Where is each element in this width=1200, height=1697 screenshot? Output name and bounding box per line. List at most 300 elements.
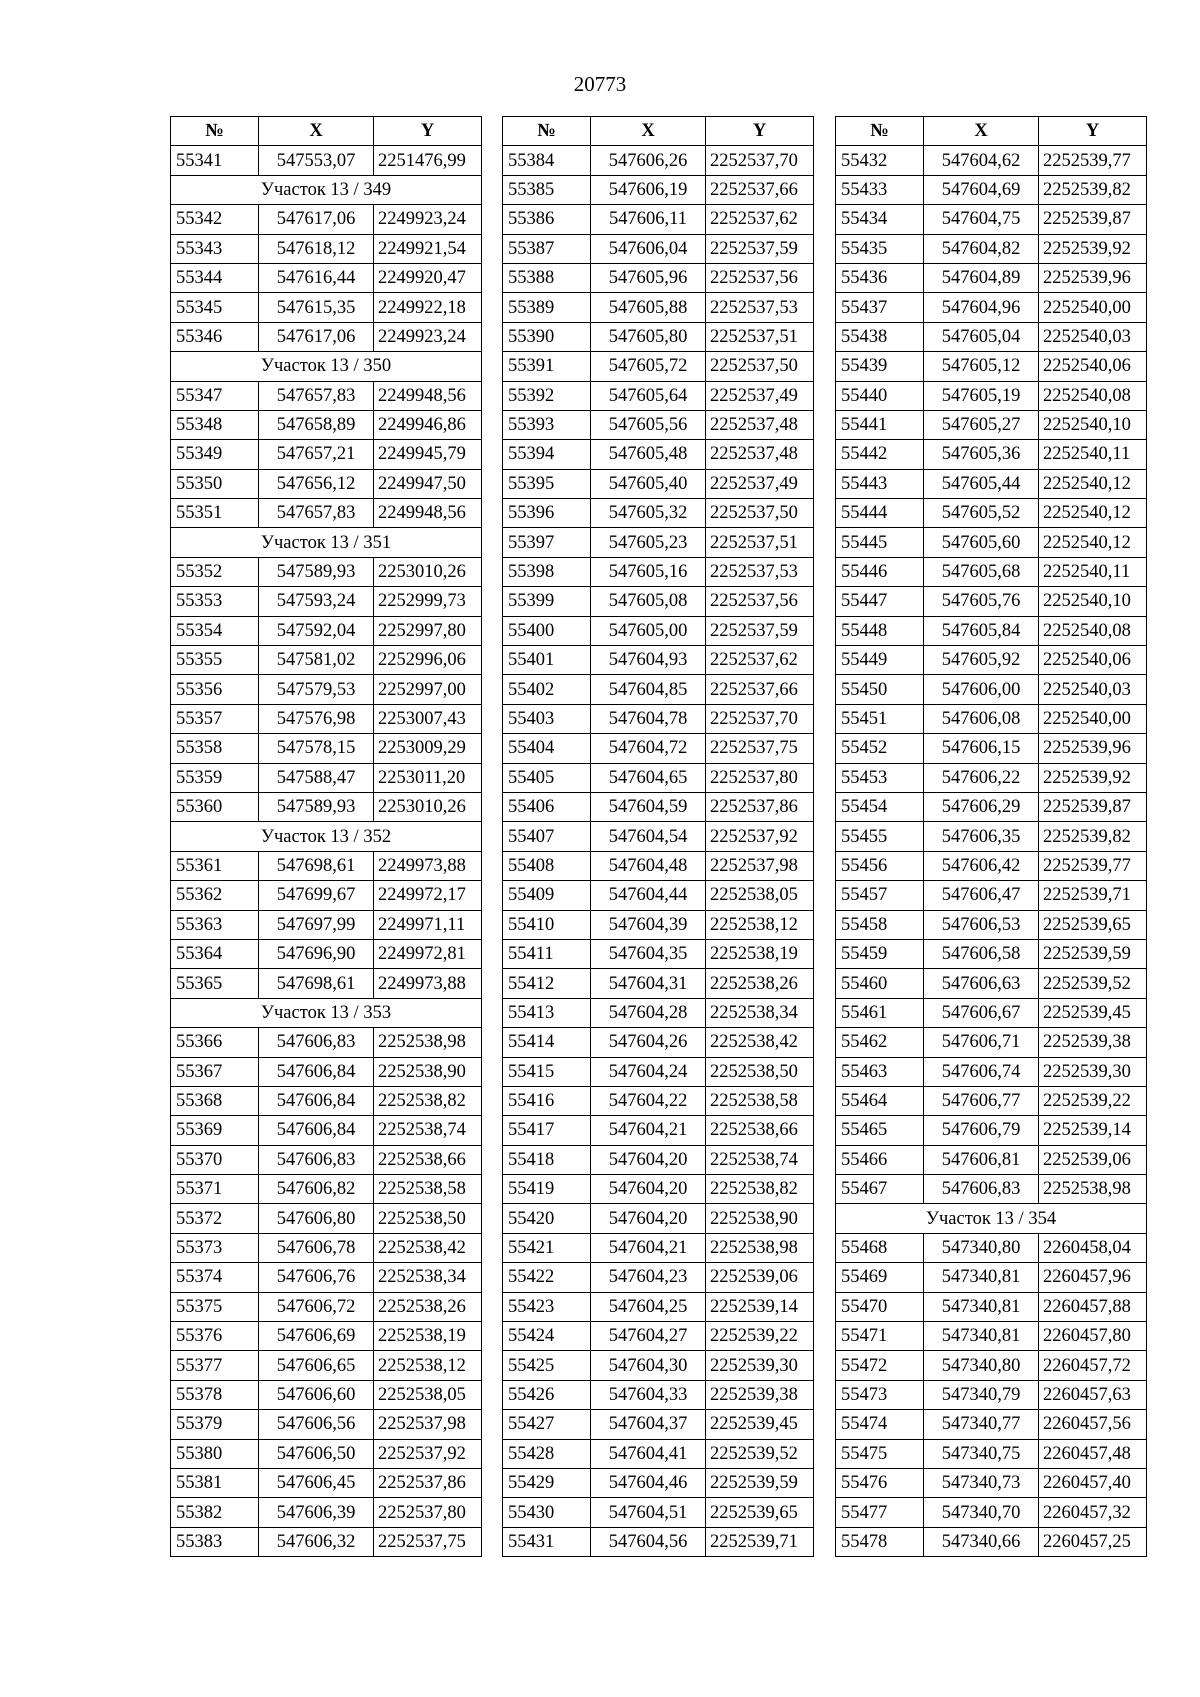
column-header-y: Y (1039, 117, 1147, 146)
table-row (836, 557, 1147, 586)
y-coordinate-cell: 2252537,98 (374, 1410, 482, 1439)
table-row (836, 1292, 1147, 1321)
x-coordinate-cell: 547606,42 (924, 851, 1039, 880)
x-coordinate-cell: 547606,84 (259, 1116, 374, 1145)
x-coordinate-cell: 547604,69 (924, 175, 1039, 204)
x-coordinate-cell: 547606,83 (259, 1145, 374, 1174)
table-row (171, 1175, 482, 1204)
x-coordinate-cell: 547604,21 (591, 1233, 706, 1262)
table-row (836, 352, 1147, 381)
x-coordinate-cell: 547606,60 (259, 1380, 374, 1409)
x-coordinate-cell: 547658,89 (259, 410, 374, 439)
point-number-cell: 55341 (171, 146, 259, 175)
point-number-cell: 55345 (171, 293, 259, 322)
point-number-cell: 55435 (836, 234, 924, 263)
table-row (836, 1233, 1147, 1262)
column-header-number: № (836, 117, 924, 146)
point-number-cell: 55368 (171, 1086, 259, 1115)
y-coordinate-cell: 2252539,96 (1039, 734, 1147, 763)
y-coordinate-cell: 2252537,80 (374, 1498, 482, 1527)
column-header-number: № (171, 117, 259, 146)
point-number-cell: 55474 (836, 1410, 924, 1439)
point-number-cell: 55397 (503, 528, 591, 557)
y-coordinate-cell: 2260457,25 (1039, 1527, 1147, 1556)
point-number-cell: 55430 (503, 1498, 591, 1527)
y-coordinate-cell: 2252539,22 (706, 1322, 814, 1351)
table-row (836, 792, 1147, 821)
point-number-cell: 55471 (836, 1322, 924, 1351)
x-coordinate-cell: 547605,04 (924, 322, 1039, 351)
x-coordinate-cell: 547340,80 (924, 1233, 1039, 1262)
x-coordinate-cell: 547340,81 (924, 1263, 1039, 1292)
table-row (171, 263, 482, 292)
point-number-cell: 55476 (836, 1468, 924, 1497)
y-coordinate-cell: 2252537,62 (706, 205, 814, 234)
x-coordinate-cell: 547606,15 (924, 734, 1039, 763)
table-row (836, 234, 1147, 263)
point-number-cell: 55347 (171, 381, 259, 410)
table-row (171, 910, 482, 939)
table-row (836, 146, 1147, 175)
y-coordinate-cell: 2252537,70 (706, 146, 814, 175)
table-row (171, 851, 482, 880)
x-coordinate-cell: 547605,44 (924, 469, 1039, 498)
table-row (503, 146, 814, 175)
x-coordinate-cell: 547606,22 (924, 763, 1039, 792)
x-coordinate-cell: 547606,29 (924, 792, 1039, 821)
y-coordinate-cell: 2249921,54 (374, 234, 482, 263)
point-number-cell: 55379 (171, 1410, 259, 1439)
table-row (503, 939, 814, 968)
column-header-x: X (259, 117, 374, 146)
y-coordinate-cell: 2252540,06 (1039, 646, 1147, 675)
table-header-row (503, 117, 814, 146)
point-number-cell: 55389 (503, 293, 591, 322)
y-coordinate-cell: 2252537,80 (706, 763, 814, 792)
point-number-cell: 55424 (503, 1322, 591, 1351)
y-coordinate-cell: 2252539,52 (706, 1439, 814, 1468)
y-coordinate-cell: 2260457,32 (1039, 1498, 1147, 1527)
point-number-cell: 55442 (836, 440, 924, 469)
point-number-cell: 55383 (171, 1527, 259, 1556)
point-number-cell: 55375 (171, 1292, 259, 1321)
table-row (503, 1233, 814, 1262)
x-coordinate-cell: 547605,92 (924, 646, 1039, 675)
point-number-cell: 55453 (836, 763, 924, 792)
table-row (836, 704, 1147, 733)
point-number-cell: 55426 (503, 1380, 591, 1409)
point-number-cell: 55447 (836, 587, 924, 616)
section-title: Участок 13 / 352 (171, 822, 482, 851)
y-coordinate-cell: 2252539,45 (706, 1410, 814, 1439)
point-number-cell: 55444 (836, 499, 924, 528)
x-coordinate-cell: 547340,66 (924, 1527, 1039, 1556)
table-row (503, 1292, 814, 1321)
y-coordinate-cell: 2252539,71 (706, 1527, 814, 1556)
x-coordinate-cell: 547606,45 (259, 1468, 374, 1497)
x-coordinate-cell: 547606,58 (924, 939, 1039, 968)
table-row (171, 1439, 482, 1468)
coordinates-table-1 (170, 116, 482, 1557)
point-number-cell: 55414 (503, 1028, 591, 1057)
point-number-cell: 55422 (503, 1263, 591, 1292)
y-coordinate-cell: 2252540,10 (1039, 587, 1147, 616)
x-coordinate-cell: 547606,50 (259, 1439, 374, 1468)
point-number-cell: 55350 (171, 469, 259, 498)
table-row (836, 469, 1147, 498)
x-coordinate-cell: 547605,96 (591, 263, 706, 292)
y-coordinate-cell: 2249923,24 (374, 205, 482, 234)
y-coordinate-cell: 2252537,75 (374, 1527, 482, 1556)
y-coordinate-cell: 2252540,12 (1039, 528, 1147, 557)
point-number-cell: 55396 (503, 499, 591, 528)
y-coordinate-cell: 2249948,56 (374, 499, 482, 528)
table-row (171, 146, 482, 175)
point-number-cell: 55462 (836, 1028, 924, 1057)
point-number-cell: 55378 (171, 1380, 259, 1409)
table-row (503, 1380, 814, 1409)
x-coordinate-cell: 547605,08 (591, 587, 706, 616)
y-coordinate-cell: 2252540,10 (1039, 410, 1147, 439)
x-coordinate-cell: 547604,27 (591, 1322, 706, 1351)
y-coordinate-cell: 2252537,62 (706, 646, 814, 675)
coordinates-table-3 (835, 116, 1147, 1557)
x-coordinate-cell: 547604,35 (591, 939, 706, 968)
section-row (171, 528, 482, 557)
point-number-cell: 55354 (171, 616, 259, 645)
table-row (836, 1145, 1147, 1174)
table-row (503, 1527, 814, 1556)
point-number-cell: 55450 (836, 675, 924, 704)
y-coordinate-cell: 2252537,92 (706, 822, 814, 851)
point-number-cell: 55385 (503, 175, 591, 204)
point-number-cell: 55392 (503, 381, 591, 410)
point-number-cell: 55393 (503, 410, 591, 439)
y-coordinate-cell: 2252540,08 (1039, 381, 1147, 410)
table-header-row (836, 117, 1147, 146)
table-row (171, 205, 482, 234)
x-coordinate-cell: 547606,67 (924, 998, 1039, 1027)
x-coordinate-cell: 547606,84 (259, 1057, 374, 1086)
table-row (836, 1263, 1147, 1292)
x-coordinate-cell: 547606,79 (924, 1116, 1039, 1145)
point-number-cell: 55475 (836, 1439, 924, 1468)
x-coordinate-cell: 547604,39 (591, 910, 706, 939)
point-number-cell: 55353 (171, 587, 259, 616)
table-row (836, 1439, 1147, 1468)
point-number-cell: 55343 (171, 234, 259, 263)
x-coordinate-cell: 547606,80 (259, 1204, 374, 1233)
y-coordinate-cell: 2252538,98 (706, 1233, 814, 1262)
y-coordinate-cell: 2252538,82 (374, 1086, 482, 1115)
y-coordinate-cell: 2249945,79 (374, 440, 482, 469)
point-number-cell: 55431 (503, 1527, 591, 1556)
table-row (503, 440, 814, 469)
point-number-cell: 55366 (171, 1028, 259, 1057)
table-row (503, 352, 814, 381)
table-row (503, 1028, 814, 1057)
point-number-cell: 55405 (503, 763, 591, 792)
point-number-cell: 55434 (836, 205, 924, 234)
table-row (836, 1351, 1147, 1380)
y-coordinate-cell: 2260457,63 (1039, 1380, 1147, 1409)
page-number: 20773 (573, 72, 627, 96)
table-row (171, 1233, 482, 1262)
y-coordinate-cell: 2252539,30 (1039, 1057, 1147, 1086)
x-coordinate-cell: 547606,74 (924, 1057, 1039, 1086)
point-number-cell: 55469 (836, 1263, 924, 1292)
x-coordinate-cell: 547657,21 (259, 440, 374, 469)
table-row (171, 1322, 482, 1351)
table-row (503, 734, 814, 763)
x-coordinate-cell: 547604,82 (924, 234, 1039, 263)
point-number-cell: 55413 (503, 998, 591, 1027)
table-row (503, 851, 814, 880)
y-coordinate-cell: 2252538,50 (706, 1057, 814, 1086)
table-row (503, 969, 814, 998)
x-coordinate-cell: 547581,02 (259, 646, 374, 675)
x-coordinate-cell: 547605,68 (924, 557, 1039, 586)
point-number-cell: 55377 (171, 1351, 259, 1380)
y-coordinate-cell: 2252538,66 (374, 1145, 482, 1174)
y-coordinate-cell: 2252996,06 (374, 646, 482, 675)
y-coordinate-cell: 2252538,74 (706, 1145, 814, 1174)
point-number-cell: 55367 (171, 1057, 259, 1086)
x-coordinate-cell: 547604,65 (591, 763, 706, 792)
y-coordinate-cell: 2252539,06 (1039, 1145, 1147, 1174)
point-number-cell: 55349 (171, 440, 259, 469)
x-coordinate-cell: 547604,20 (591, 1204, 706, 1233)
x-coordinate-cell: 547604,28 (591, 998, 706, 1027)
x-coordinate-cell: 547605,40 (591, 469, 706, 498)
x-coordinate-cell: 547656,12 (259, 469, 374, 498)
point-number-cell: 55409 (503, 881, 591, 910)
point-number-cell: 55473 (836, 1380, 924, 1409)
column-header-x: X (924, 117, 1039, 146)
y-coordinate-cell: 2252538,12 (374, 1351, 482, 1380)
y-coordinate-cell: 2252539,38 (1039, 1028, 1147, 1057)
coordinates-table-2 (502, 116, 814, 1557)
x-coordinate-cell: 547606,35 (924, 822, 1039, 851)
x-coordinate-cell: 547606,83 (924, 1175, 1039, 1204)
point-number-cell: 55342 (171, 205, 259, 234)
section-title: Участок 13 / 351 (171, 528, 482, 557)
point-number-cell: 55371 (171, 1175, 259, 1204)
point-number-cell: 55370 (171, 1145, 259, 1174)
y-coordinate-cell: 2260458,04 (1039, 1233, 1147, 1262)
table-row (836, 616, 1147, 645)
y-coordinate-cell: 2252539,87 (1039, 205, 1147, 234)
table-row (503, 646, 814, 675)
x-coordinate-cell: 547604,23 (591, 1263, 706, 1292)
y-coordinate-cell: 2252538,82 (706, 1175, 814, 1204)
point-number-cell: 55356 (171, 675, 259, 704)
table-row (171, 234, 482, 263)
table-row (171, 1057, 482, 1086)
x-coordinate-cell: 547604,20 (591, 1145, 706, 1174)
section-title: Участок 13 / 353 (171, 998, 482, 1027)
y-coordinate-cell: 2252538,58 (706, 1086, 814, 1115)
table-row (836, 675, 1147, 704)
column-header-y: Y (374, 117, 482, 146)
table-row (836, 646, 1147, 675)
table-row (171, 1204, 482, 1233)
point-number-cell: 55386 (503, 205, 591, 234)
x-coordinate-cell: 547657,83 (259, 381, 374, 410)
point-number-cell: 55400 (503, 616, 591, 645)
table-row (503, 1116, 814, 1145)
table-row (503, 557, 814, 586)
point-number-cell: 55467 (836, 1175, 924, 1204)
point-number-cell: 55364 (171, 939, 259, 968)
x-coordinate-cell: 547604,22 (591, 1086, 706, 1115)
point-number-cell: 55458 (836, 910, 924, 939)
point-number-cell: 55470 (836, 1292, 924, 1321)
point-number-cell: 55448 (836, 616, 924, 645)
y-coordinate-cell: 2252540,00 (1039, 704, 1147, 733)
point-number-cell: 55449 (836, 646, 924, 675)
y-coordinate-cell: 2249922,18 (374, 293, 482, 322)
x-coordinate-cell: 547604,20 (591, 1175, 706, 1204)
y-coordinate-cell: 2252537,66 (706, 675, 814, 704)
y-coordinate-cell: 2252537,48 (706, 410, 814, 439)
point-number-cell: 55438 (836, 322, 924, 351)
x-coordinate-cell: 547606,76 (259, 1263, 374, 1292)
point-number-cell: 55417 (503, 1116, 591, 1145)
x-coordinate-cell: 547579,53 (259, 675, 374, 704)
table-row (836, 1410, 1147, 1439)
table-row (171, 1086, 482, 1115)
table-row (171, 587, 482, 616)
table-row (503, 1439, 814, 1468)
table-row (171, 881, 482, 910)
table-row (836, 205, 1147, 234)
point-number-cell: 55365 (171, 969, 259, 998)
table-row (171, 675, 482, 704)
x-coordinate-cell: 547604,56 (591, 1527, 706, 1556)
point-number-cell: 55441 (836, 410, 924, 439)
table-row (836, 1086, 1147, 1115)
x-coordinate-cell: 547657,83 (259, 499, 374, 528)
y-coordinate-cell: 2252540,08 (1039, 616, 1147, 645)
table-row (836, 175, 1147, 204)
x-coordinate-cell: 547606,32 (259, 1527, 374, 1556)
point-number-cell: 55456 (836, 851, 924, 880)
x-coordinate-cell: 547606,71 (924, 1028, 1039, 1057)
x-coordinate-cell: 547604,93 (591, 646, 706, 675)
table-row (171, 1292, 482, 1321)
x-coordinate-cell: 547340,81 (924, 1292, 1039, 1321)
table-row (171, 1468, 482, 1497)
point-number-cell: 55452 (836, 734, 924, 763)
y-coordinate-cell: 2260457,48 (1039, 1439, 1147, 1468)
table-row (171, 557, 482, 586)
x-coordinate-cell: 547698,61 (259, 969, 374, 998)
x-coordinate-cell: 547605,80 (591, 322, 706, 351)
x-coordinate-cell: 547605,72 (591, 352, 706, 381)
point-number-cell: 55382 (171, 1498, 259, 1527)
x-coordinate-cell: 547553,07 (259, 146, 374, 175)
y-coordinate-cell: 2252538,90 (706, 1204, 814, 1233)
section-title: Участок 13 / 354 (836, 1204, 1147, 1233)
table-row (503, 1263, 814, 1292)
y-coordinate-cell: 2249923,24 (374, 322, 482, 351)
x-coordinate-cell: 547589,93 (259, 792, 374, 821)
point-number-cell: 55376 (171, 1322, 259, 1351)
section-row (171, 175, 482, 204)
table-row (503, 205, 814, 234)
y-coordinate-cell: 2260457,72 (1039, 1351, 1147, 1380)
table-row (503, 616, 814, 645)
table-row (836, 910, 1147, 939)
table-row (171, 1116, 482, 1145)
y-coordinate-cell: 2252539,14 (706, 1292, 814, 1321)
table-row (836, 499, 1147, 528)
x-coordinate-cell: 547605,84 (924, 616, 1039, 645)
table-row (503, 1351, 814, 1380)
x-coordinate-cell: 547606,63 (924, 969, 1039, 998)
table-row (836, 1028, 1147, 1057)
column-header-x: X (591, 117, 706, 146)
point-number-cell: 55464 (836, 1086, 924, 1115)
point-number-cell: 55402 (503, 675, 591, 704)
y-coordinate-cell: 2252538,19 (706, 939, 814, 968)
y-coordinate-cell: 2260457,40 (1039, 1468, 1147, 1497)
x-coordinate-cell: 547340,75 (924, 1439, 1039, 1468)
y-coordinate-cell: 2252538,34 (374, 1263, 482, 1292)
point-number-cell: 55436 (836, 263, 924, 292)
x-coordinate-cell: 547606,19 (591, 175, 706, 204)
point-number-cell: 55432 (836, 146, 924, 175)
x-coordinate-cell: 547606,26 (591, 146, 706, 175)
y-coordinate-cell: 2252538,12 (706, 910, 814, 939)
table-row (503, 293, 814, 322)
point-number-cell: 55404 (503, 734, 591, 763)
y-coordinate-cell: 2252537,59 (706, 616, 814, 645)
point-number-cell: 55429 (503, 1468, 591, 1497)
x-coordinate-cell: 547606,11 (591, 205, 706, 234)
table-row (503, 1468, 814, 1497)
table-row (836, 1057, 1147, 1086)
table-row (503, 1086, 814, 1115)
y-coordinate-cell: 2252538,58 (374, 1175, 482, 1204)
x-coordinate-cell: 547340,79 (924, 1380, 1039, 1409)
y-coordinate-cell: 2252537,56 (706, 587, 814, 616)
y-coordinate-cell: 2252539,22 (1039, 1086, 1147, 1115)
point-number-cell: 55408 (503, 851, 591, 880)
table-row (836, 410, 1147, 439)
y-coordinate-cell: 2252539,14 (1039, 1116, 1147, 1145)
x-coordinate-cell: 547604,96 (924, 293, 1039, 322)
y-coordinate-cell: 2252537,66 (706, 175, 814, 204)
point-number-cell: 55468 (836, 1233, 924, 1262)
y-coordinate-cell: 2252537,53 (706, 293, 814, 322)
x-coordinate-cell: 547604,78 (591, 704, 706, 733)
point-number-cell: 55425 (503, 1351, 591, 1380)
x-coordinate-cell: 547606,83 (259, 1028, 374, 1057)
table-header-row (171, 117, 482, 146)
x-coordinate-cell: 547604,62 (924, 146, 1039, 175)
y-coordinate-cell: 2252539,59 (1039, 939, 1147, 968)
table-row (503, 263, 814, 292)
point-number-cell: 55478 (836, 1527, 924, 1556)
x-coordinate-cell: 547606,65 (259, 1351, 374, 1380)
table-row (503, 910, 814, 939)
y-coordinate-cell: 2252537,51 (706, 322, 814, 351)
table-row (171, 792, 482, 821)
x-coordinate-cell: 547605,32 (591, 499, 706, 528)
y-coordinate-cell: 2252539,65 (1039, 910, 1147, 939)
